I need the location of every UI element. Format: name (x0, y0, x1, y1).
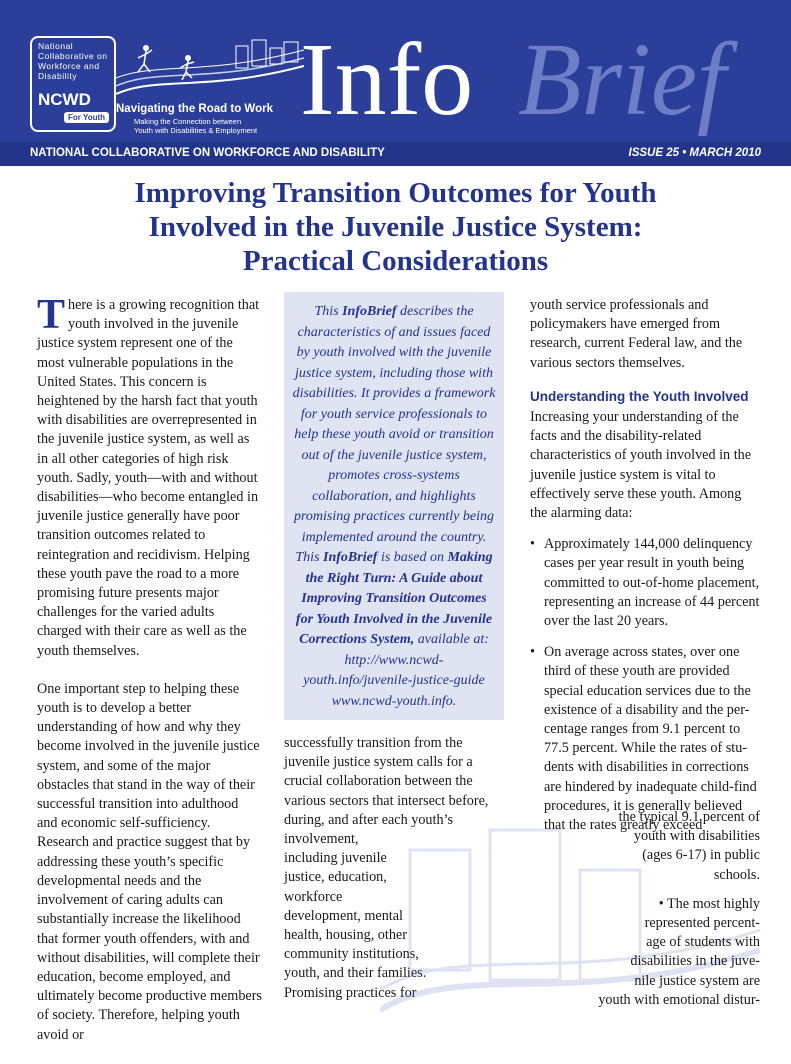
title-line: Practical Considerations (242, 245, 549, 277)
logo-org-line: Collaborative on (38, 51, 108, 61)
data-bullet-list (530, 535, 760, 835)
text-line: • The most highly (658, 895, 760, 912)
callout-link-text: available at: http://www.ncwd-youth.info/juvenile-justice-guide www.ncwd-youth.info. (303, 632, 489, 709)
callout-emphasis: InfoBrief (342, 304, 397, 319)
organization-name: NATIONAL COLLABORATIVE ON WORKFORCE AND DISABILITY (30, 147, 385, 159)
guide-title: Making the Right Turn: A Guide about Improving Transition Outcomes for Youth Involved in the Juvenile Corrections System, (295, 550, 493, 647)
text-line: disabilities in the juve- (630, 953, 760, 970)
logo-badge: For Youth (64, 112, 109, 123)
list-item (530, 895, 760, 1010)
text-line: youth with emotional distur- (598, 991, 760, 1008)
logo-org-line: Workforce and (38, 61, 100, 71)
text-line: development, mental (284, 907, 403, 924)
text-line: youth with disabilities (633, 828, 760, 845)
title-line: Improving Transition Outcomes for Youth (134, 177, 657, 209)
text-line: involvement, (284, 831, 359, 848)
text-line: including juvenile (284, 850, 387, 867)
road-to-work-graphic (116, 36, 304, 100)
body-paragraph: Increasing your understanding of the facts and the disability-related characteristics of youth involved in the juvenile justice system is vital to effectively serve these youth. Among the alarming data: (530, 409, 752, 522)
list-item: • Approximately 144,000 delinquency cases per year result in youth being committed to out-of-home placement, representing an increase of 44 percent over the last 20 years. (530, 535, 760, 631)
drop-cap: T (37, 292, 66, 338)
body-paragraph (530, 808, 760, 885)
text-line: health, housing, other (284, 927, 407, 944)
logo-acronym: NCWD (38, 90, 91, 109)
text-line: Promising practices for (284, 984, 417, 1001)
logo-org-line: Disability (38, 71, 78, 81)
logo-org-line: National (38, 41, 74, 51)
text-line: nile justice system are (634, 972, 760, 989)
paragraph-text: here is a growing recognition that youth involved in the juvenile justice system represent one of the most vulnerable populations in the United States. This concern is heightened by the harsh fact that youth with disabilities are overrepresented in the juvenile justice system, as well as in all other categories of high risk youth. Sadly, youth—with and without disabilities—who become entangled in juvenile justice generally have poor transition outcomes related to reintegration and recidivism. Helping these youth pave the road to a more promising future presents major challenges for the varied adults charged with their care as well as the youth themselves. (37, 297, 260, 659)
text-line: age of students with (646, 934, 760, 951)
masthead-title-brief: Brief (518, 22, 726, 137)
ncwd-logo (30, 36, 116, 132)
column-1 (37, 292, 262, 1064)
text-line: represented percent- (644, 915, 760, 932)
text-line: community institutions, (284, 946, 419, 963)
column-3-continued (530, 808, 760, 1020)
callout-text: describes the characteristics of and issues faced by youth involved with the juvenile justice system, including those with disabilities. It provides a framework for youth service professionals to help these youth avoid or transition out of the juvenile justice system, promotes cross-systems collaboration, and highlights promising practices currently being implemented around the country. This (292, 304, 496, 565)
title-line: Involved in the Juvenile Justice System: (148, 211, 643, 243)
intro-paragraph (37, 292, 262, 661)
text-line: (ages 6-17) in public (642, 847, 760, 864)
text-line: crucial collaboration between the (284, 773, 473, 790)
list-item: • On average across states, over one third of these youth are provided special education services due to the existence of a disability and the per-centage ranges from 9.1 percent to 77.5 percent. While the rates of stu-dents with disabilities in corrections are hindered by inadequate child-find procedures, it is generally believed that the rates greatly exceed (530, 643, 760, 835)
text-line: justice, education, (284, 869, 387, 886)
article-title (40, 176, 751, 278)
callout-text: This (314, 304, 343, 319)
text-line: successfully transition from the (284, 735, 463, 751)
body-paragraph: One important step to helping these youth is to develop a better understanding of how and why they become involved in the juvenile justice system, and some of the major obstacles that stand in the way of their successful transition into adulthood and economic self-sufficiency. Research and practice suggest that by addressing these youth’s specific developmental needs and the involvement of caring adults can substantially increase the likelihood that former youth offenders, with and without disabilities, will complete their education, become employed, and ultimately become productive members of society. Therefore, helping youth avoid or (37, 680, 262, 1043)
section-heading: Understanding the Youth Involved (530, 388, 749, 404)
callout-text: is based on (377, 550, 448, 565)
tagline: Navigating the Road to Work (116, 103, 273, 115)
text-line: juvenile justice system calls for a (284, 754, 473, 771)
tagline-sub: Youth with Disabilities & Employment (134, 126, 258, 135)
summary-callout-text (292, 302, 496, 712)
body-paragraph: youth service professionals and policymakers have emerged from research, current Federal law, and the various sectors themselves. (530, 297, 743, 371)
issue-date: ISSUE 25 • MARCH 2010 (628, 147, 761, 159)
text-line: youth, and their families. (284, 965, 427, 982)
text-line: during, and after each youth’s (284, 811, 454, 828)
column-3 (530, 296, 760, 847)
text-line: various sectors that intersect before, (284, 792, 489, 809)
tagline-sub: Making the Connection between (134, 117, 242, 126)
callout-emphasis: InfoBrief (323, 550, 378, 565)
masthead-title-info: Info (300, 22, 474, 137)
text-line: workforce (284, 888, 343, 905)
text-line: the typical 9.1 percent of (618, 809, 760, 825)
text-line: schools. (713, 866, 760, 883)
